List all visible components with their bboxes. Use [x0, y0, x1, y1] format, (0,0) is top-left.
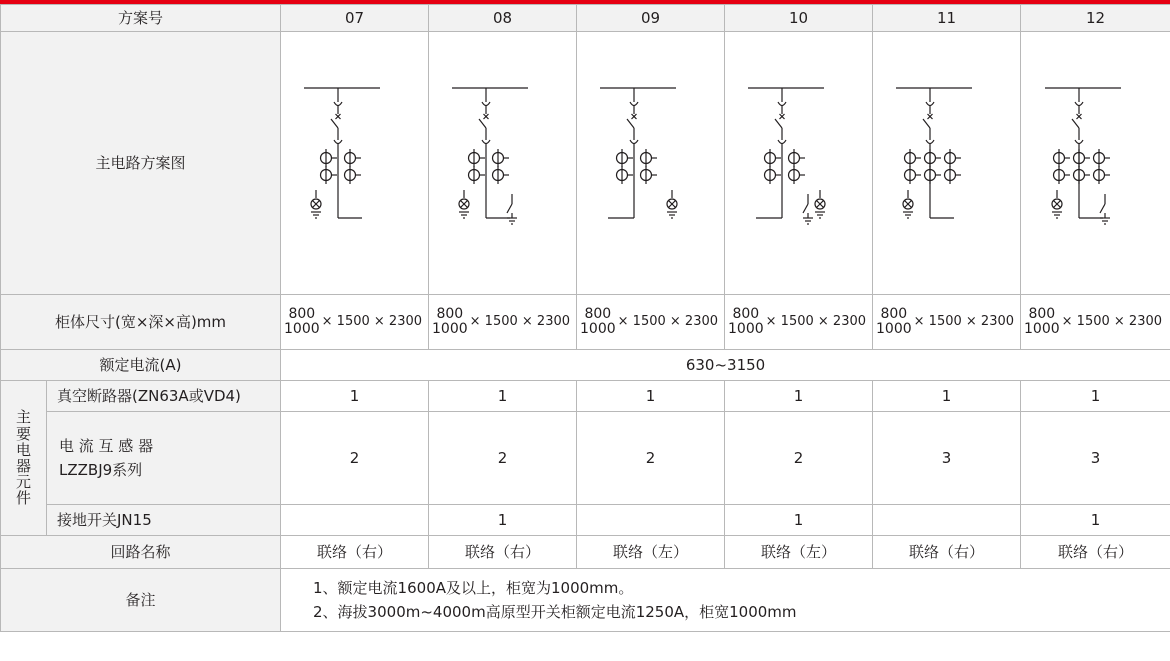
es-qty [873, 505, 1021, 536]
diagram-row-label: 主电路方案图 [1, 32, 281, 295]
diagram-cell-08 [429, 32, 577, 295]
earthing-switch-label: 接地开关JN15 [47, 505, 281, 536]
breaker-qty: 1 [429, 381, 577, 412]
scheme-07: 07 [281, 5, 429, 32]
plug-contact-upper [482, 102, 490, 106]
plug-contact-lower [334, 140, 342, 144]
ct-qty: 3 [1021, 412, 1170, 505]
width-1000: 1000 [284, 321, 320, 337]
circuit-diagram-11 [882, 78, 1012, 248]
width-1000: 1000 [580, 321, 616, 337]
ct-label: 电 流 互 感 器 LZZBJ9系列 [47, 412, 281, 505]
remarks-row [1, 569, 1170, 632]
circuit-diagram-09 [586, 78, 716, 248]
earth-switch-blade [507, 204, 512, 213]
diagram-cell-11 [873, 32, 1021, 295]
width-800: 800 [880, 306, 908, 323]
breaker-qty: 1 [281, 381, 429, 412]
width-800: 800 [584, 306, 612, 323]
ct-qty: 2 [281, 412, 429, 505]
rated-current-value: 630~3150 [281, 350, 1170, 381]
circuit-diagram-12 [1031, 78, 1161, 248]
remarks-label: 备注 [1, 569, 281, 632]
depth-height: × 1500 × 2300 [913, 314, 1015, 330]
plug-contact-lower [778, 140, 786, 144]
dimensions-cell [873, 295, 1021, 350]
dimensions-cell [429, 295, 577, 350]
dimensions-cell [725, 295, 873, 350]
ct-qty: 3 [873, 412, 1021, 505]
ct-qty: 2 [725, 412, 873, 505]
width-800: 800 [1028, 306, 1056, 323]
ct-row [1, 412, 1170, 505]
circuit-name-value: 联络（左） [725, 536, 873, 569]
ct-qty: 2 [577, 412, 725, 505]
es-qty: 1 [429, 505, 577, 536]
main-components-label: 主 要 电 器 元 件 [15, 408, 31, 508]
depth-height: × 1500 × 2300 [321, 314, 423, 330]
dimensions-cell [577, 295, 725, 350]
circuit-name-row [1, 536, 1170, 569]
plug-contact-lower [1075, 140, 1083, 144]
diagram-cell-12 [1021, 32, 1170, 295]
scheme-number-label: 方案号 [1, 5, 281, 32]
breaker-blade [331, 119, 338, 128]
es-qty: 1 [725, 505, 873, 536]
width-800: 800 [288, 306, 316, 323]
breaker-qty: 1 [1021, 381, 1170, 412]
switchgear-spec-table [0, 4, 1170, 632]
scheme-08: 08 [429, 5, 577, 32]
breaker-qty: 1 [873, 381, 1021, 412]
plug-contact-upper [630, 102, 638, 106]
main-components-group [1, 381, 47, 536]
breaker-blade [479, 119, 486, 128]
es-qty [577, 505, 725, 536]
width-800: 800 [436, 306, 464, 323]
rated-current-row [1, 350, 1170, 381]
breaker-blade [775, 119, 782, 128]
earthing-switch-row [1, 505, 1170, 536]
dimensions-row [1, 295, 1170, 350]
plug-contact-lower [630, 140, 638, 144]
depth-height: × 1500 × 2300 [1061, 314, 1163, 330]
width-1000: 1000 [432, 321, 468, 337]
depth-height: × 1500 × 2300 [617, 314, 719, 330]
circuit-name-label: 回路名称 [1, 536, 281, 569]
circuit-name-value: 联络（右） [873, 536, 1021, 569]
breaker-qty: 1 [577, 381, 725, 412]
circuit-name-value: 联络（右） [1021, 536, 1170, 569]
scheme-09: 09 [577, 5, 725, 32]
breaker-qty: 1 [725, 381, 873, 412]
breaker-label: 真空断路器(ZN63A或VD4) [47, 381, 281, 412]
dimensions-cell [1021, 295, 1170, 350]
scheme-12: 12 [1021, 5, 1170, 32]
breaker-blade [1072, 119, 1079, 128]
breaker-blade [627, 119, 634, 128]
circuit-name-value: 联络（右） [429, 536, 577, 569]
circuit-diagram-08 [438, 78, 568, 248]
width-800: 800 [732, 306, 760, 323]
circuit-diagram-10 [734, 78, 864, 248]
plug-contact-lower [926, 140, 934, 144]
remarks-text [281, 569, 1170, 632]
es-qty [281, 505, 429, 536]
depth-height: × 1500 × 2300 [765, 314, 867, 330]
rated-current-label: 额定电流(A) [1, 350, 281, 381]
scheme-10: 10 [725, 5, 873, 32]
circuit-name-value: 联络（右） [281, 536, 429, 569]
remark-line-1: 1、额定电流1600A及以上，柜宽为1000mm。 [313, 579, 634, 597]
plug-contact-upper [778, 102, 786, 106]
scheme-11: 11 [873, 5, 1021, 32]
circuit-name-value: 联络（左） [577, 536, 725, 569]
breaker-blade [923, 119, 930, 128]
dimensions-label: 柜体尺寸(宽×深×高)mm [1, 295, 281, 350]
dimensions-cell [281, 295, 429, 350]
earth-switch-blade [1100, 204, 1105, 213]
plug-contact-upper [926, 102, 934, 106]
circuit-diagram-07 [290, 78, 420, 248]
diagram-cell-09 [577, 32, 725, 295]
width-1000: 1000 [728, 321, 764, 337]
breaker-row [1, 381, 1170, 412]
remark-line-2: 2、海拔3000m~4000m高原型开关柜额定电流1250A，柜宽1000mm [313, 603, 797, 621]
depth-height: × 1500 × 2300 [469, 314, 571, 330]
header-row [1, 5, 1170, 32]
width-1000: 1000 [876, 321, 912, 337]
diagram-row [1, 32, 1170, 295]
plug-contact-lower [482, 140, 490, 144]
diagram-cell-07 [281, 32, 429, 295]
es-qty: 1 [1021, 505, 1170, 536]
plug-contact-upper [1075, 102, 1083, 106]
plug-contact-upper [334, 102, 342, 106]
ct-qty: 2 [429, 412, 577, 505]
diagram-cell-10 [725, 32, 873, 295]
earth-switch-blade [803, 204, 808, 213]
width-1000: 1000 [1024, 321, 1060, 337]
